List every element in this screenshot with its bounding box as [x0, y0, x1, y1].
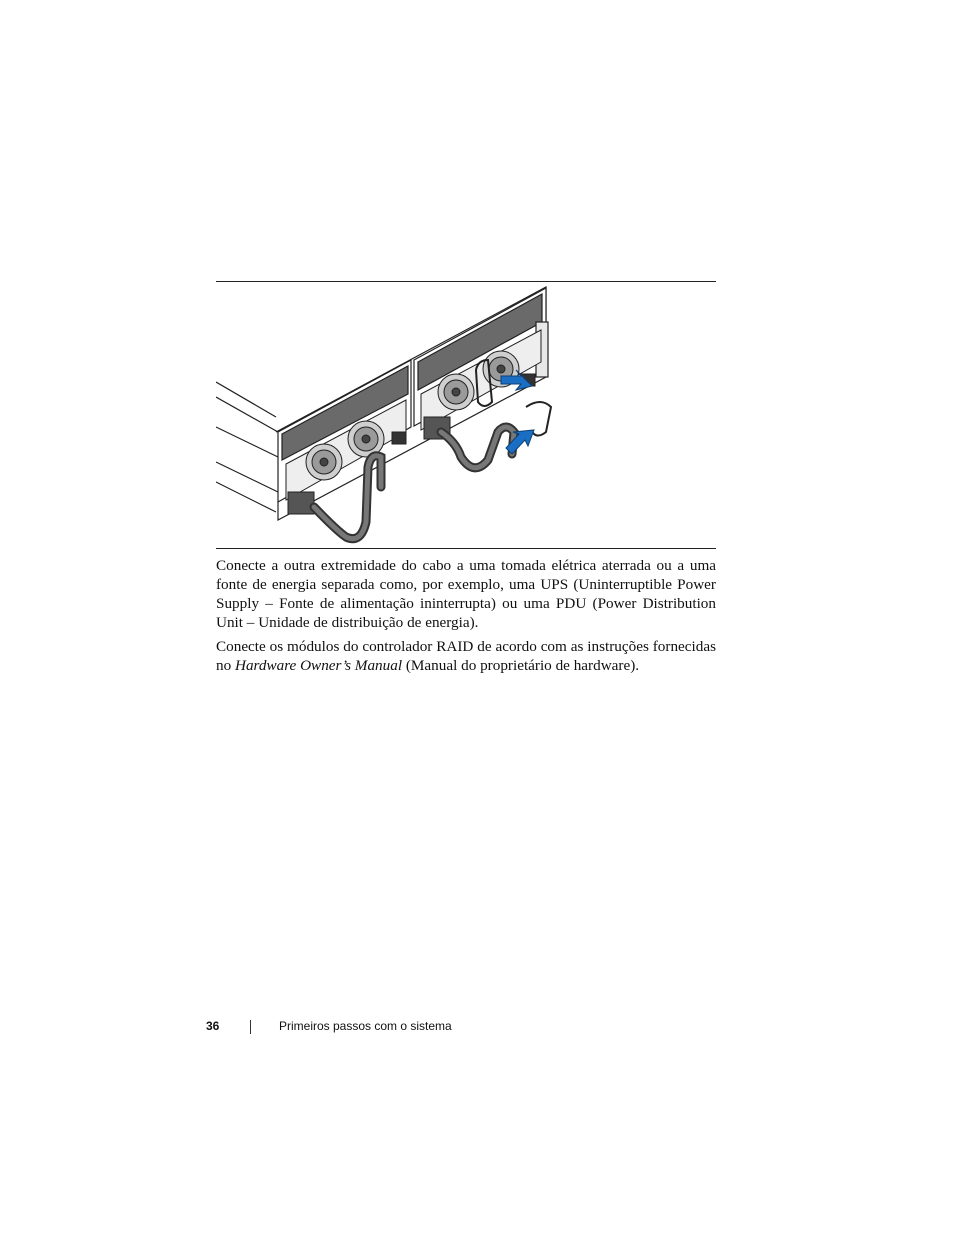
paragraph-text-suffix: (Manual do proprietário de hardware). [402, 657, 640, 674]
instruction-paragraph-raid-modules [216, 637, 716, 675]
footer-section-title: Primeiros passos com o sistema [279, 1019, 452, 1033]
paragraph-text-prefix: Conecte os módulos do controlador RAID de acordo com as instruções fornecidas no [216, 638, 716, 674]
page-footer [206, 1018, 606, 1038]
page-number: 36 [206, 1019, 220, 1033]
figure-bottom-rule [216, 548, 716, 549]
instruction-paragraph-power-outlet: Conecte a outra extremidade do cabo a uma tomada elétrica aterrada ou a uma fonte de energia separada como, por exemplo, uma UPS (Uninterruptible Power Supply – Fonte de alimentação ininterrupta) ou uma PDU (Power Distribution Unit – Unidade de distribuição de energia). [216, 557, 716, 631]
power-cable-connection-illustration-icon [216, 282, 716, 547]
manual-title: Hardware Owner’s Manual [234, 657, 403, 674]
power-cable-figure [216, 282, 716, 547]
footer-separator [250, 1020, 251, 1034]
